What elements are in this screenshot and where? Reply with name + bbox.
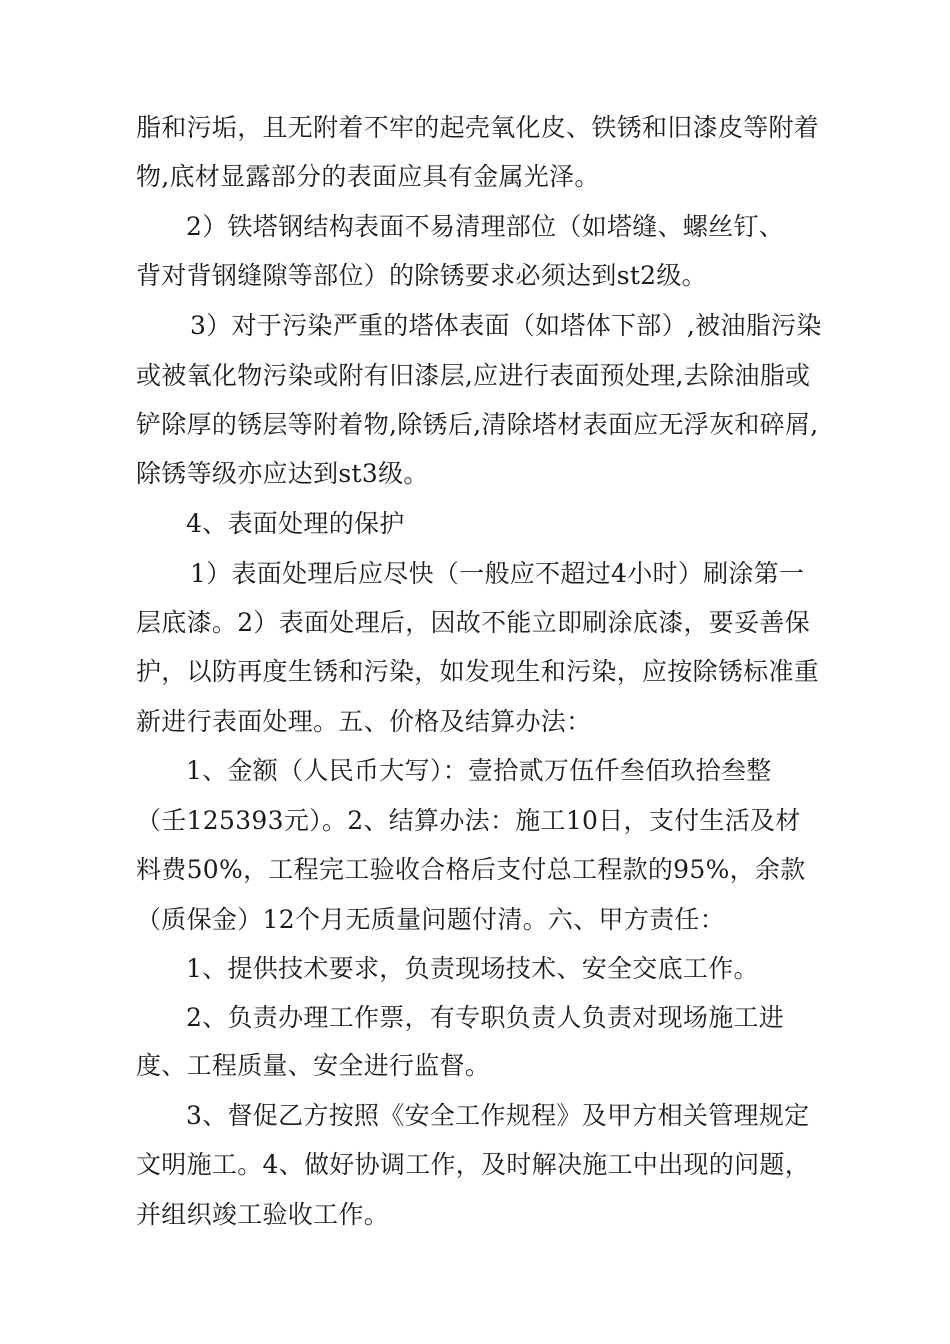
text-line: 料费50%，工程完工验收合格后支付总工程款的95%，余款 [136, 855, 806, 884]
text-line: （壬125393元）。2、结算办法：施工10日，支付生活及材 [136, 806, 801, 835]
text-line: 除锈等级亦应达到st3级。 [136, 459, 429, 488]
text-line: 护，以防再度生锈和污染，如发现生和污染，应按除锈标准重 [136, 657, 820, 686]
text-line: 物,底材显露部分的表面应具有金属光泽。 [136, 162, 600, 191]
text-line: 并组织竣工验收工作。 [136, 1200, 390, 1229]
text-line: 背对背钢缝隙等部位）的除锈要求必须达到st2级。 [136, 261, 707, 290]
text-line: 2）铁塔钢结构表面不易清理部位（如塔缝、螺丝钉、 [186, 212, 785, 241]
text-line: 度、工程质量、安全进行监督。 [136, 1051, 491, 1080]
text-line: 文明施工。4、做好协调工作，及时解决施工中出现的问题， [136, 1150, 811, 1179]
text-line: 1、提供技术要求，负责现场技术、安全交底工作。 [186, 954, 759, 983]
text-line: 1、金额（人民币大写）：壹拾贰万伍仟叁佰玖拾叁整 [186, 756, 772, 785]
text-line: 或被氧化物污染或附有旧漆层,应进行表面预处理,去除油脂或 [136, 361, 811, 390]
text-line: 层底漆。2）表面处理后，因故不能立即刷涂底漆，要妥善保 [136, 608, 811, 637]
text-line: 新进行表面处理。五、价格及结算办法： [136, 707, 592, 736]
text-line: 1）表面处理后应尽快（一般应不超过4小时）刷涂第一 [190, 559, 805, 588]
text-line: 2、负责办理工作票，有专职负责人负责对现场施工进 [186, 1003, 785, 1032]
section-heading: 4、表面处理的保护 [186, 509, 405, 538]
text-line: 铲除厚的锈层等附着物,除锈后,清除塔材表面应无浮灰和碎屑, [136, 410, 819, 439]
text-line: 3）对于污染严重的塔体表面（如塔体下部）,被油脂污染 [190, 311, 822, 340]
text-line: 3、督促乙方按照《安全工作规程》及甲方相关管理规定 [186, 1101, 810, 1130]
text-line: 脂和污垢，且无附着不牢的起壳氧化皮、铁锈和旧漆皮等附着 [136, 113, 820, 142]
text-line: （质保金）12个月无质量问题付清。六、甲方责任： [136, 905, 726, 934]
